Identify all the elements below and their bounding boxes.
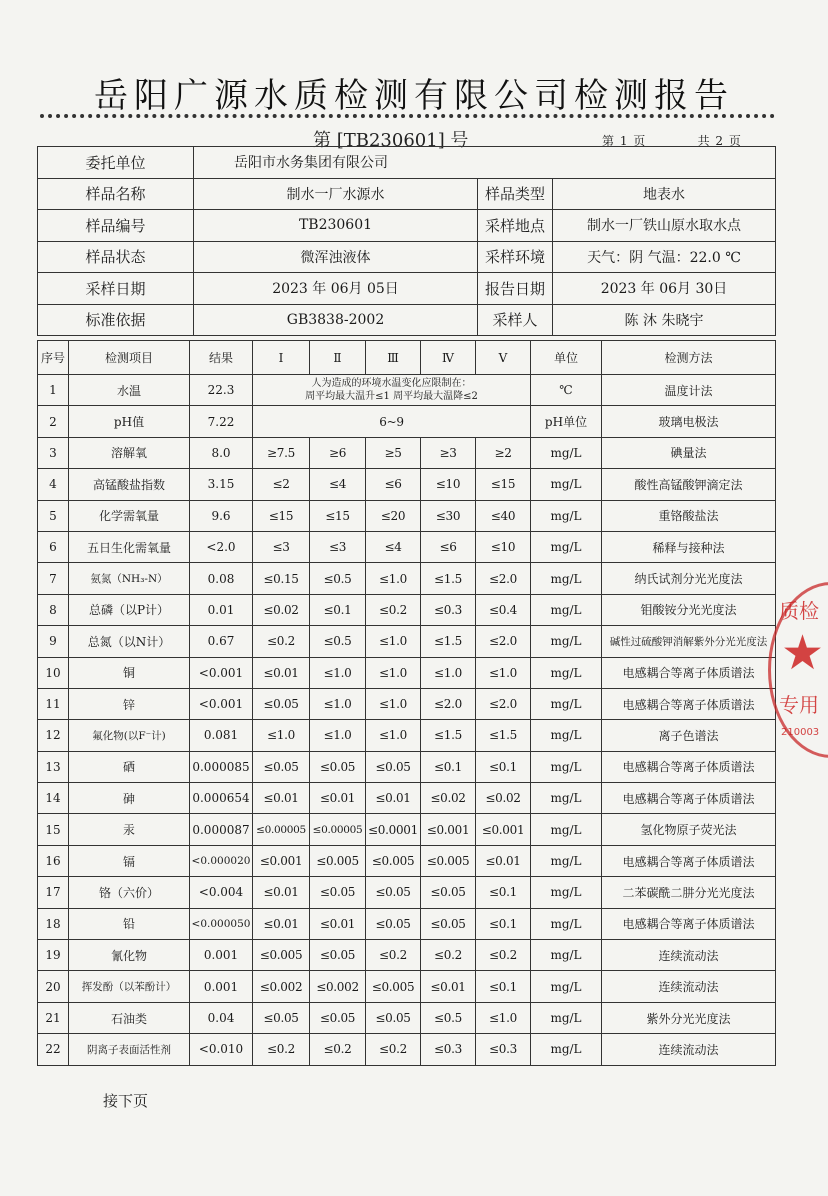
- limit-class-5: ≤1.0: [476, 657, 531, 688]
- seal-text-bottom: 210003: [781, 727, 820, 738]
- limit-class-5: ≤0.1: [476, 971, 531, 1002]
- limit-class-3: ≤4: [366, 531, 421, 562]
- unit-value: mg/L: [531, 563, 602, 594]
- limit-class-3: ≤1.0: [366, 563, 421, 594]
- row-number: 1: [38, 375, 69, 406]
- table-row: [38, 940, 776, 971]
- limit-class-3: ≤0.2: [366, 594, 421, 625]
- sample-env-value: 天气：阴 气温：22.0 ℃: [553, 241, 776, 273]
- official-seal: [768, 582, 828, 758]
- row-number: 4: [38, 469, 69, 500]
- test-method: 连续流动法: [602, 971, 776, 1002]
- info-row-dates: [38, 273, 776, 305]
- table-row: [38, 657, 776, 688]
- col-item-header: 检测项目: [69, 341, 190, 375]
- results-table: [37, 340, 776, 1066]
- limit-class-5: ≤15: [476, 469, 531, 500]
- limit-class-5: ≤2.0: [476, 688, 531, 719]
- col-class-4-header: Ⅳ: [421, 341, 476, 375]
- standard-value: GB3838-2002: [194, 304, 478, 336]
- limit-class-3: ≤1.0: [366, 720, 421, 751]
- test-item: 五日生化需氧量: [69, 531, 190, 562]
- col-class-1-header: Ⅰ: [253, 341, 310, 375]
- limit-class-1: ≤0.01: [253, 908, 310, 939]
- limit-class-4: ≤0.3: [421, 1034, 476, 1065]
- limit-class-5: ≤0.01: [476, 845, 531, 876]
- limit-class-1: ≤0.01: [253, 783, 310, 814]
- limit-class-4: ≥3: [421, 437, 476, 468]
- table-row: [38, 531, 776, 562]
- limit-class-5: ≤1.0: [476, 1002, 531, 1033]
- limit-class-1: ≤0.001: [253, 845, 310, 876]
- test-item: 铅: [69, 908, 190, 939]
- test-item: 化学需氧量: [69, 500, 190, 531]
- limit-class-4: ≤0.005: [421, 845, 476, 876]
- test-method: 电感耦合等离子体质谱法: [602, 751, 776, 782]
- limit-class-1: ≤0.2: [253, 626, 310, 657]
- unit-value: mg/L: [531, 594, 602, 625]
- table-row: [38, 563, 776, 594]
- limit-class-2: ≤4: [310, 469, 366, 500]
- test-method: 电感耦合等离子体质谱法: [602, 845, 776, 876]
- row-number: 16: [38, 845, 69, 876]
- limit-class-1: ≤0.02: [253, 594, 310, 625]
- unit-value: mg/L: [531, 814, 602, 845]
- test-method: 连续流动法: [602, 1034, 776, 1065]
- limit-class-2: ≤0.05: [310, 751, 366, 782]
- sample-env-label: 采样环境: [478, 241, 553, 273]
- test-item: 溶解氧: [69, 437, 190, 468]
- unit-value: mg/L: [531, 845, 602, 876]
- limit-class-3: ≤1.0: [366, 626, 421, 657]
- info-row-sample-no: [38, 210, 776, 242]
- test-method: 电感耦合等离子体质谱法: [602, 908, 776, 939]
- limit-class-4: ≤0.001: [421, 814, 476, 845]
- test-item: 石油类: [69, 1002, 190, 1033]
- test-item: 总氮（以N计）: [69, 626, 190, 657]
- limit-class-2: ≤0.01: [310, 908, 366, 939]
- unit-value: mg/L: [531, 940, 602, 971]
- table-row: [38, 908, 776, 939]
- result-value: <0.004: [190, 877, 253, 908]
- sample-name-label: 样品名称: [38, 178, 194, 210]
- limit-class-4: ≤30: [421, 500, 476, 531]
- unit-value: mg/L: [531, 1034, 602, 1065]
- test-method: 紫外分光光度法: [602, 1002, 776, 1033]
- limit-class-2: ≤0.2: [310, 1034, 366, 1065]
- sample-info-table: [37, 146, 776, 336]
- test-item: 氰化物: [69, 940, 190, 971]
- limit-class-2: ≤1.0: [310, 688, 366, 719]
- limit-class-5: ≤0.1: [476, 877, 531, 908]
- limit-class-3: ≥5: [366, 437, 421, 468]
- limit-class-2: ≤0.00005: [310, 814, 366, 845]
- result-value: 0.000085: [190, 751, 253, 782]
- limit-class-3: ≤0.05: [366, 1002, 421, 1033]
- limit-class-3: ≤0.05: [366, 908, 421, 939]
- limit-class-3: ≤0.2: [366, 940, 421, 971]
- limit-class-1: ≤0.2: [253, 1034, 310, 1065]
- unit-value: mg/L: [531, 469, 602, 500]
- client-label: 委托单位: [38, 147, 194, 179]
- seal-text-top: 质检: [779, 599, 819, 623]
- sample-no-label: 样品编号: [38, 210, 194, 242]
- test-method: 二苯碳酰二肼分光光度法: [602, 877, 776, 908]
- sample-state-label: 样品状态: [38, 241, 194, 273]
- row-number: 9: [38, 626, 69, 657]
- unit-value: pH单位: [531, 406, 602, 437]
- table-row: [38, 500, 776, 531]
- limit-class-5: ≥2: [476, 437, 531, 468]
- test-item: pH值: [69, 406, 190, 437]
- table-row: [38, 1002, 776, 1033]
- limit-class-1: ≤0.05: [253, 751, 310, 782]
- limit-class-1: ≤0.00005: [253, 814, 310, 845]
- limit-class-5: ≤10: [476, 531, 531, 562]
- limit-class-1: ≤0.01: [253, 877, 310, 908]
- col-unit-header: 单位: [531, 341, 602, 375]
- limit-class-1: ≤2: [253, 469, 310, 500]
- test-method: 碘量法: [602, 437, 776, 468]
- limit-class-5: ≤0.02: [476, 783, 531, 814]
- unit-value: mg/L: [531, 1002, 602, 1033]
- table-row: [38, 971, 776, 1002]
- row-number: 11: [38, 688, 69, 719]
- table-row: [38, 751, 776, 782]
- limit-class-3: ≤0.2: [366, 1034, 421, 1065]
- table-row: [38, 626, 776, 657]
- limit-class-4: ≤1.0: [421, 657, 476, 688]
- row-number: 20: [38, 971, 69, 1002]
- table-header-row: [38, 341, 776, 375]
- table-row: [38, 406, 776, 437]
- limit-class-1: ≤15: [253, 500, 310, 531]
- info-row-sample-state: [38, 241, 776, 273]
- unit-value: mg/L: [531, 626, 602, 657]
- sampler-value: 陈 沐 朱晓宇: [553, 304, 776, 336]
- limit-class-5: ≤0.4: [476, 594, 531, 625]
- unit-value: mg/L: [531, 783, 602, 814]
- unit-value: mg/L: [531, 908, 602, 939]
- limit-class-1: ≤3: [253, 531, 310, 562]
- result-value: 8.0: [190, 437, 253, 468]
- table-row: [38, 720, 776, 751]
- limit-class-3: ≤0.01: [366, 783, 421, 814]
- info-row-standard: [38, 304, 776, 336]
- info-row-client: [38, 147, 776, 179]
- row-number: 6: [38, 531, 69, 562]
- test-method: 玻璃电极法: [602, 406, 776, 437]
- limit-class-2: ≤0.005: [310, 845, 366, 876]
- result-value: 0.001: [190, 940, 253, 971]
- limit-class-2: ≤0.05: [310, 877, 366, 908]
- result-value: <0.001: [190, 657, 253, 688]
- test-item: 锌: [69, 688, 190, 719]
- limit-class-1: ≤0.002: [253, 971, 310, 1002]
- col-class-5-header: Ⅴ: [476, 341, 531, 375]
- row-number: 17: [38, 877, 69, 908]
- limit-class-2: ≤3: [310, 531, 366, 562]
- row-number: 5: [38, 500, 69, 531]
- result-value: <0.000050: [190, 908, 253, 939]
- info-row-sample-name: [38, 178, 776, 210]
- test-item: 阴离子表面活性剂: [69, 1034, 190, 1065]
- seal-text-mid: 专用: [779, 693, 819, 717]
- sample-site-label: 采样地点: [478, 210, 553, 242]
- row-number: 21: [38, 1002, 69, 1033]
- row-number: 13: [38, 751, 69, 782]
- unit-value: mg/L: [531, 657, 602, 688]
- sample-type-label: 样品类型: [478, 178, 553, 210]
- row-number: 3: [38, 437, 69, 468]
- unit-value: mg/L: [531, 720, 602, 751]
- sample-site-value: 制水一厂铁山原水取水点: [553, 210, 776, 242]
- test-item: 高锰酸盐指数: [69, 469, 190, 500]
- limit-class-4: ≤6: [421, 531, 476, 562]
- report-date-value: 2023 年 06月 30日: [553, 273, 776, 305]
- test-item: 水温: [69, 375, 190, 406]
- page-total: 共 2 页: [697, 134, 741, 148]
- test-item: 挥发酚（以苯酚计）: [69, 971, 190, 1002]
- report-number: 第 [TB230601] 号: [313, 130, 469, 151]
- limit-class-4: ≤0.5: [421, 1002, 476, 1033]
- test-method: 酸性高锰酸钾滴定法: [602, 469, 776, 500]
- unit-value: mg/L: [531, 877, 602, 908]
- result-value: 0.000087: [190, 814, 253, 845]
- limit-class-3: ≤0.0001: [366, 814, 421, 845]
- limit-class-4: ≤0.01: [421, 971, 476, 1002]
- limit-class-4: ≤0.3: [421, 594, 476, 625]
- test-method: 连续流动法: [602, 940, 776, 971]
- limit-class-2: ≤0.1: [310, 594, 366, 625]
- limit-class-5: ≤40: [476, 500, 531, 531]
- test-item: 氟化物(以F⁻计): [69, 720, 190, 751]
- sample-date-label: 采样日期: [38, 273, 194, 305]
- limit-range: 6~9: [253, 406, 531, 437]
- result-value: 0.01: [190, 594, 253, 625]
- test-method: 钼酸铵分光光度法: [602, 594, 776, 625]
- limit-class-3: ≤0.05: [366, 751, 421, 782]
- limit-class-2: ≤0.5: [310, 626, 366, 657]
- seal-star-icon: ★: [781, 625, 825, 681]
- row-number: 18: [38, 908, 69, 939]
- result-value: 0.67: [190, 626, 253, 657]
- table-row: [38, 783, 776, 814]
- client-value: 岳阳市水务集团有限公司: [194, 147, 776, 179]
- limit-class-4: ≤0.1: [421, 751, 476, 782]
- limit-class-4: ≤1.5: [421, 563, 476, 594]
- limit-class-4: ≤2.0: [421, 688, 476, 719]
- limit-note: 人为造成的环境水温变化应限制在： 周平均最大温升≤1 周平均最大温降≤2: [253, 375, 531, 406]
- test-method: 电感耦合等离子体质谱法: [602, 657, 776, 688]
- limit-class-2: ≥6: [310, 437, 366, 468]
- test-item: 总磷（以P计）: [69, 594, 190, 625]
- test-method: 重铬酸盐法: [602, 500, 776, 531]
- limit-class-4: ≤0.05: [421, 908, 476, 939]
- table-row: [38, 375, 776, 406]
- limit-class-3: ≤1.0: [366, 657, 421, 688]
- limit-class-2: ≤1.0: [310, 720, 366, 751]
- unit-value: mg/L: [531, 437, 602, 468]
- limit-class-2: ≤0.05: [310, 940, 366, 971]
- limit-class-1: ≤0.05: [253, 688, 310, 719]
- unit-value: mg/L: [531, 688, 602, 719]
- result-value: 0.000654: [190, 783, 253, 814]
- result-value: <2.0: [190, 531, 253, 562]
- test-method: 纳氏试剂分光光度法: [602, 563, 776, 594]
- unit-value: mg/L: [531, 500, 602, 531]
- limit-class-4: ≤10: [421, 469, 476, 500]
- limit-class-3: ≤6: [366, 469, 421, 500]
- result-value: 0.08: [190, 563, 253, 594]
- col-method-header: 检测方法: [602, 341, 776, 375]
- result-value: 9.6: [190, 500, 253, 531]
- result-value: <0.000020: [190, 845, 253, 876]
- col-class-3-header: Ⅲ: [366, 341, 421, 375]
- row-number: 14: [38, 783, 69, 814]
- title-divider: [40, 114, 775, 118]
- limit-class-4: ≤0.05: [421, 877, 476, 908]
- result-value: <0.010: [190, 1034, 253, 1065]
- result-value: 0.081: [190, 720, 253, 751]
- limit-class-4: ≤1.5: [421, 720, 476, 751]
- limit-class-5: ≤1.5: [476, 720, 531, 751]
- limit-class-3: ≤0.005: [366, 971, 421, 1002]
- sample-name-value: 制水一厂水源水: [194, 178, 478, 210]
- limit-class-1: ≤1.0: [253, 720, 310, 751]
- col-result-header: 结果: [190, 341, 253, 375]
- test-method: 离子色谱法: [602, 720, 776, 751]
- limit-class-5: ≤0.001: [476, 814, 531, 845]
- limit-class-1: ≤0.01: [253, 657, 310, 688]
- table-row: [38, 877, 776, 908]
- row-number: 8: [38, 594, 69, 625]
- test-method: 电感耦合等离子体质谱法: [602, 688, 776, 719]
- result-value: 3.15: [190, 469, 253, 500]
- table-row: [38, 469, 776, 500]
- test-method: 碱性过硫酸钾消解紫外分光光度法: [602, 626, 776, 657]
- limit-class-1: ≥7.5: [253, 437, 310, 468]
- limit-class-1: ≤0.005: [253, 940, 310, 971]
- unit-value: mg/L: [531, 751, 602, 782]
- limit-class-2: ≤1.0: [310, 657, 366, 688]
- result-value: 22.3: [190, 375, 253, 406]
- limit-class-1: ≤0.05: [253, 1002, 310, 1033]
- unit-value: mg/L: [531, 531, 602, 562]
- report-date-label: 报告日期: [478, 273, 553, 305]
- table-row: [38, 688, 776, 719]
- standard-label: 标准依据: [38, 304, 194, 336]
- sample-type-value: 地表水: [553, 178, 776, 210]
- test-item: 硒: [69, 751, 190, 782]
- limit-class-2: ≤0.5: [310, 563, 366, 594]
- row-number: 2: [38, 406, 69, 437]
- sample-no-value: TB230601: [194, 210, 478, 242]
- result-value: 7.22: [190, 406, 253, 437]
- limit-class-5: ≤0.1: [476, 751, 531, 782]
- result-value: <0.001: [190, 688, 253, 719]
- table-row: [38, 594, 776, 625]
- result-value: 0.001: [190, 971, 253, 1002]
- table-row: [38, 845, 776, 876]
- table-row: [38, 814, 776, 845]
- col-class-2-header: Ⅱ: [310, 341, 366, 375]
- test-method: 电感耦合等离子体质谱法: [602, 783, 776, 814]
- row-number: 15: [38, 814, 69, 845]
- test-item: 铜: [69, 657, 190, 688]
- limit-class-5: ≤0.1: [476, 908, 531, 939]
- col-no-header: 序号: [38, 341, 69, 375]
- test-item: 汞: [69, 814, 190, 845]
- test-item: 铬（六价）: [69, 877, 190, 908]
- limit-class-3: ≤1.0: [366, 688, 421, 719]
- limit-class-3: ≤0.05: [366, 877, 421, 908]
- sample-state-value: 微浑浊液体: [194, 241, 478, 273]
- limit-class-5: ≤2.0: [476, 563, 531, 594]
- limit-class-4: ≤0.02: [421, 783, 476, 814]
- limit-class-5: ≤0.2: [476, 940, 531, 971]
- limit-class-5: ≤0.3: [476, 1034, 531, 1065]
- result-value: 0.04: [190, 1002, 253, 1033]
- limit-class-5: ≤2.0: [476, 626, 531, 657]
- limit-class-2: ≤15: [310, 500, 366, 531]
- sample-date-value: 2023 年 06月 05日: [194, 273, 478, 305]
- row-number: 12: [38, 720, 69, 751]
- table-row: [38, 1034, 776, 1065]
- unit-value: ℃: [531, 375, 602, 406]
- test-item: 氨氮（NH₃-N）: [69, 563, 190, 594]
- test-method: 稀释与接种法: [602, 531, 776, 562]
- limit-class-2: ≤0.002: [310, 971, 366, 1002]
- row-number: 19: [38, 940, 69, 971]
- limit-class-4: ≤1.5: [421, 626, 476, 657]
- limit-class-2: ≤0.01: [310, 783, 366, 814]
- limit-class-3: ≤0.005: [366, 845, 421, 876]
- report-title: 岳阳广源水质检测有限公司检测报告: [94, 76, 734, 116]
- test-method: 氢化物原子荧光法: [602, 814, 776, 845]
- table-row: [38, 437, 776, 468]
- row-number: 7: [38, 563, 69, 594]
- limit-class-2: ≤0.05: [310, 1002, 366, 1033]
- sampler-label: 采样人: [478, 304, 553, 336]
- limit-class-3: ≤20: [366, 500, 421, 531]
- test-method: 温度计法: [602, 375, 776, 406]
- unit-value: mg/L: [531, 971, 602, 1002]
- row-number: 22: [38, 1034, 69, 1065]
- page-current: 第 1 页: [602, 134, 646, 148]
- test-item: 镉: [69, 845, 190, 876]
- continued-note: 接下页: [103, 1092, 149, 1110]
- test-item: 砷: [69, 783, 190, 814]
- row-number: 10: [38, 657, 69, 688]
- limit-class-4: ≤0.2: [421, 940, 476, 971]
- limit-class-1: ≤0.15: [253, 563, 310, 594]
